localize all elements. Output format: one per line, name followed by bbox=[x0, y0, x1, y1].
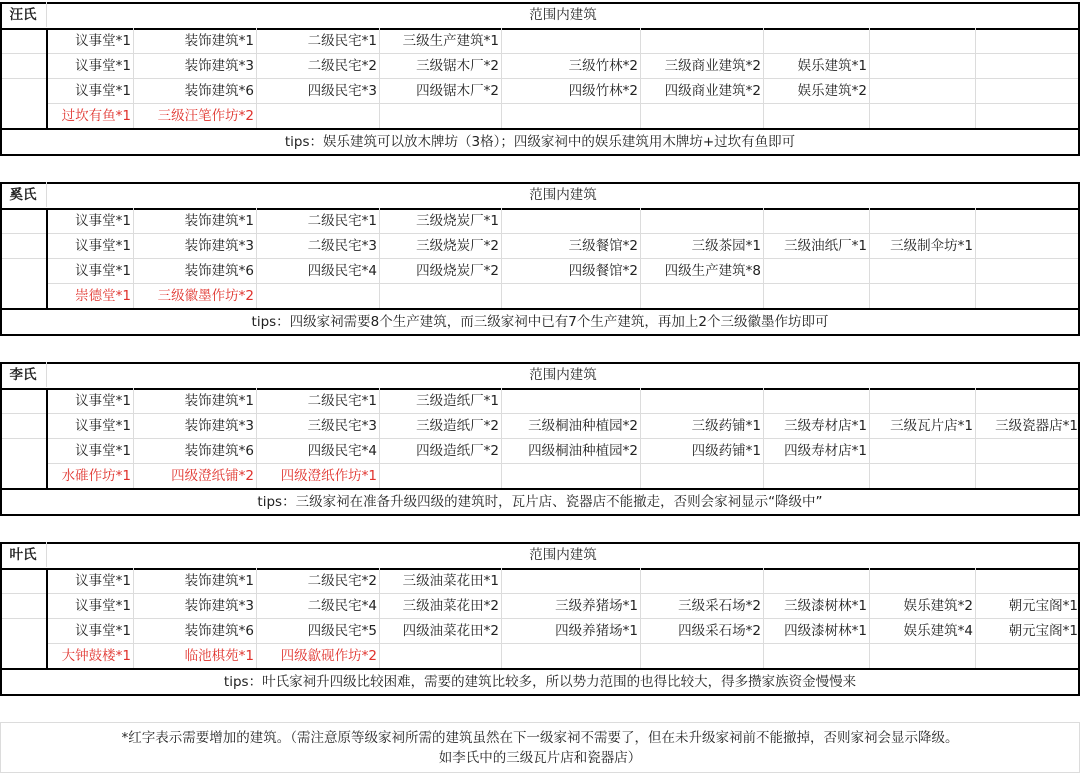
building-cell: 三级瓦片店*1 bbox=[890, 418, 973, 434]
building-cell: 四级民宅*4 bbox=[307, 263, 377, 279]
level-label bbox=[0, 594, 46, 619]
building-cell: 娱乐建筑*2 bbox=[903, 598, 973, 614]
building-cell: 朝元宝阁*1 bbox=[1008, 598, 1078, 614]
column-line bbox=[975, 28, 976, 128]
clan-name: 汪氏 bbox=[9, 7, 37, 23]
building-cell: 装饰建筑*1 bbox=[184, 393, 254, 409]
building-cell: 三级瓷器店*1 bbox=[995, 418, 1078, 434]
building-cell: 四级桐油种植园*2 bbox=[528, 443, 638, 459]
building-cell: 四级漆树林*1 bbox=[784, 623, 867, 639]
building-cell: 三级制伞坊*1 bbox=[890, 238, 973, 254]
level-label bbox=[0, 209, 46, 234]
building-cell: 议事堂*1 bbox=[75, 83, 131, 99]
building-cell: 二级民宅*2 bbox=[307, 573, 377, 589]
building-cell: 议事堂*1 bbox=[75, 623, 131, 639]
building-cell: 议事堂*1 bbox=[75, 58, 131, 74]
building-cell: 三级商业建筑*2 bbox=[664, 58, 761, 74]
clan-name: 叶氏 bbox=[9, 547, 37, 563]
column-line bbox=[869, 28, 870, 128]
building-cell: 三级漆树林*1 bbox=[784, 598, 867, 614]
building-cell: 议事堂*1 bbox=[75, 573, 131, 589]
building-cell: 议事堂*1 bbox=[75, 263, 131, 279]
building-cell: 装饰建筑*1 bbox=[184, 573, 254, 589]
building-cell: 四级养猪场*1 bbox=[555, 623, 638, 639]
added-building-cell: 四级澄纸铺*2 bbox=[171, 468, 254, 484]
building-cell: 装饰建筑*1 bbox=[184, 213, 254, 229]
building-cell: 装饰建筑*6 bbox=[184, 263, 254, 279]
building-cell: 三级寿材店*1 bbox=[784, 418, 867, 434]
added-building-cell: 过坎有鱼*1 bbox=[61, 108, 131, 124]
range-buildings-header: 范围内建筑 bbox=[529, 367, 597, 383]
added-building-cell: 三级汪笔作坊*2 bbox=[157, 108, 254, 124]
column-line bbox=[975, 208, 976, 308]
building-cell: 三级油菜花田*1 bbox=[402, 573, 499, 589]
range-buildings-header: 范围内建筑 bbox=[529, 547, 597, 563]
building-cell: 四级竹林*2 bbox=[568, 83, 638, 99]
building-cell: 议事堂*1 bbox=[75, 393, 131, 409]
building-cell: 四级油菜花田*2 bbox=[402, 623, 499, 639]
building-cell: 四级商业建筑*2 bbox=[664, 83, 761, 99]
building-cell: 四级药铺*1 bbox=[691, 443, 761, 459]
level-label bbox=[0, 259, 46, 309]
clan-name: 李氏 bbox=[9, 367, 37, 383]
building-cell: 三级烧炭厂*1 bbox=[416, 213, 499, 229]
footnote-line-1: *红字表示需要增加的建筑。（需注意原等级家祠所需的建筑虽然在下一级家祠不需要了，但在未升级家祠前不能撤掉，否则家祠会显示降级。 bbox=[121, 730, 959, 746]
building-cell: 装饰建筑*1 bbox=[184, 33, 254, 49]
building-cell: 三级茶园*1 bbox=[691, 238, 761, 254]
building-cell: 二级民宅*4 bbox=[307, 598, 377, 614]
clan-name: 奚氏 bbox=[9, 187, 37, 203]
range-buildings-header: 范围内建筑 bbox=[529, 187, 597, 203]
building-cell: 议事堂*1 bbox=[75, 238, 131, 254]
building-cell: 议事堂*1 bbox=[75, 33, 131, 49]
building-cell: 二级民宅*2 bbox=[307, 58, 377, 74]
tips-text: tips：娱乐建筑可以放木牌坊（3格）；四级家祠中的娱乐建筑用木牌坊+过坎有鱼即可 bbox=[284, 134, 796, 150]
building-cell: 装饰建筑*3 bbox=[184, 598, 254, 614]
building-cell: 四级生产建筑*8 bbox=[664, 263, 761, 279]
building-cell: 四级民宅*3 bbox=[307, 83, 377, 99]
added-building-cell: 临池棋苑*1 bbox=[184, 648, 254, 664]
building-cell: 议事堂*1 bbox=[75, 213, 131, 229]
tips-text: tips：四级家祠需要8个生产建筑，而三级家祠中已有7个生产建筑，再加上2个三级徽墨作坊即可 bbox=[251, 314, 829, 330]
building-cell: 二级民宅*1 bbox=[307, 213, 377, 229]
building-cell: 四级寿材店*1 bbox=[784, 443, 867, 459]
tips-text: tips：叶氏家祠升四级比较困难，需要的建筑比较多，所以势力范围的也得比较大，得多攒家族资金慢慢来 bbox=[223, 674, 857, 690]
building-cell: 三级造纸厂*2 bbox=[416, 418, 499, 434]
building-cell: 四级餐馆*2 bbox=[568, 263, 638, 279]
building-cell: 娱乐建筑*2 bbox=[797, 83, 867, 99]
level-label bbox=[0, 414, 46, 439]
added-building-cell: 四级歙砚作坊*2 bbox=[280, 648, 377, 664]
level-label bbox=[0, 389, 46, 414]
building-cell: 二级民宅*1 bbox=[307, 33, 377, 49]
building-cell: 三级生产建筑*1 bbox=[402, 33, 499, 49]
building-cell: 四级锯木厂*2 bbox=[416, 83, 499, 99]
building-cell: 三级竹林*2 bbox=[568, 58, 638, 74]
building-cell: 三级采石场*2 bbox=[678, 598, 761, 614]
building-cell: 装饰建筑*3 bbox=[184, 238, 254, 254]
building-cell: 议事堂*1 bbox=[75, 418, 131, 434]
level-label bbox=[0, 569, 46, 594]
building-cell: 三级药铺*1 bbox=[691, 418, 761, 434]
added-building-cell: 三级徽墨作坊*2 bbox=[157, 288, 254, 304]
footnote-top-border bbox=[0, 722, 1080, 723]
level-label bbox=[0, 79, 46, 129]
building-cell: 三级餐馆*2 bbox=[568, 238, 638, 254]
building-cell: 娱乐建筑*4 bbox=[903, 623, 973, 639]
building-cell: 三级油纸厂*1 bbox=[784, 238, 867, 254]
building-cell: 朝元宝阁*1 bbox=[1008, 623, 1078, 639]
building-cell: 二级民宅*1 bbox=[307, 393, 377, 409]
level-label bbox=[0, 54, 46, 79]
level-label bbox=[0, 234, 46, 259]
building-cell: 四级烧炭厂*2 bbox=[416, 263, 499, 279]
level-label bbox=[0, 619, 46, 669]
building-cell: 三级养猪场*1 bbox=[555, 598, 638, 614]
building-cell: 三级造纸厂*1 bbox=[416, 393, 499, 409]
added-building-cell: 崇德堂*1 bbox=[75, 288, 131, 304]
level-label bbox=[0, 439, 46, 489]
building-cell: 四级采石场*2 bbox=[678, 623, 761, 639]
footnote-bottom-border bbox=[0, 772, 1080, 773]
building-cell: 议事堂*1 bbox=[75, 443, 131, 459]
building-cell: 娱乐建筑*1 bbox=[797, 58, 867, 74]
building-cell: 装饰建筑*3 bbox=[184, 58, 254, 74]
added-building-cell: 四级澄纸作坊*1 bbox=[280, 468, 377, 484]
building-cell: 议事堂*1 bbox=[75, 598, 131, 614]
building-cell: 四级造纸厂*2 bbox=[416, 443, 499, 459]
range-buildings-header: 范围内建筑 bbox=[529, 7, 597, 23]
building-cell: 三级桐油种植园*2 bbox=[528, 418, 638, 434]
building-cell: 四级民宅*5 bbox=[307, 623, 377, 639]
footnote-line-2: 如李氏中的三级瓦片店和瓷器店） bbox=[438, 750, 642, 766]
tips-text: tips：三级家祠在准备升级四级的建筑时，瓦片店、瓷器店不能撤走，否则会家祠显示“降级中” bbox=[257, 494, 823, 510]
level-label bbox=[0, 29, 46, 54]
building-cell: 三级烧炭厂*2 bbox=[416, 238, 499, 254]
building-cell: 装饰建筑*6 bbox=[184, 623, 254, 639]
building-cell: 三级锯木厂*2 bbox=[416, 58, 499, 74]
building-cell: 四级民宅*4 bbox=[307, 443, 377, 459]
building-cell: 三级油菜花田*2 bbox=[402, 598, 499, 614]
building-cell: 装饰建筑*6 bbox=[184, 443, 254, 459]
building-cell: 三级民宅*3 bbox=[307, 418, 377, 434]
added-building-cell: 大钟鼓楼*1 bbox=[61, 648, 131, 664]
building-cell: 二级民宅*3 bbox=[307, 238, 377, 254]
building-cell: 装饰建筑*6 bbox=[184, 83, 254, 99]
building-cell: 装饰建筑*3 bbox=[184, 418, 254, 434]
added-building-cell: 水碓作坊*1 bbox=[61, 468, 131, 484]
